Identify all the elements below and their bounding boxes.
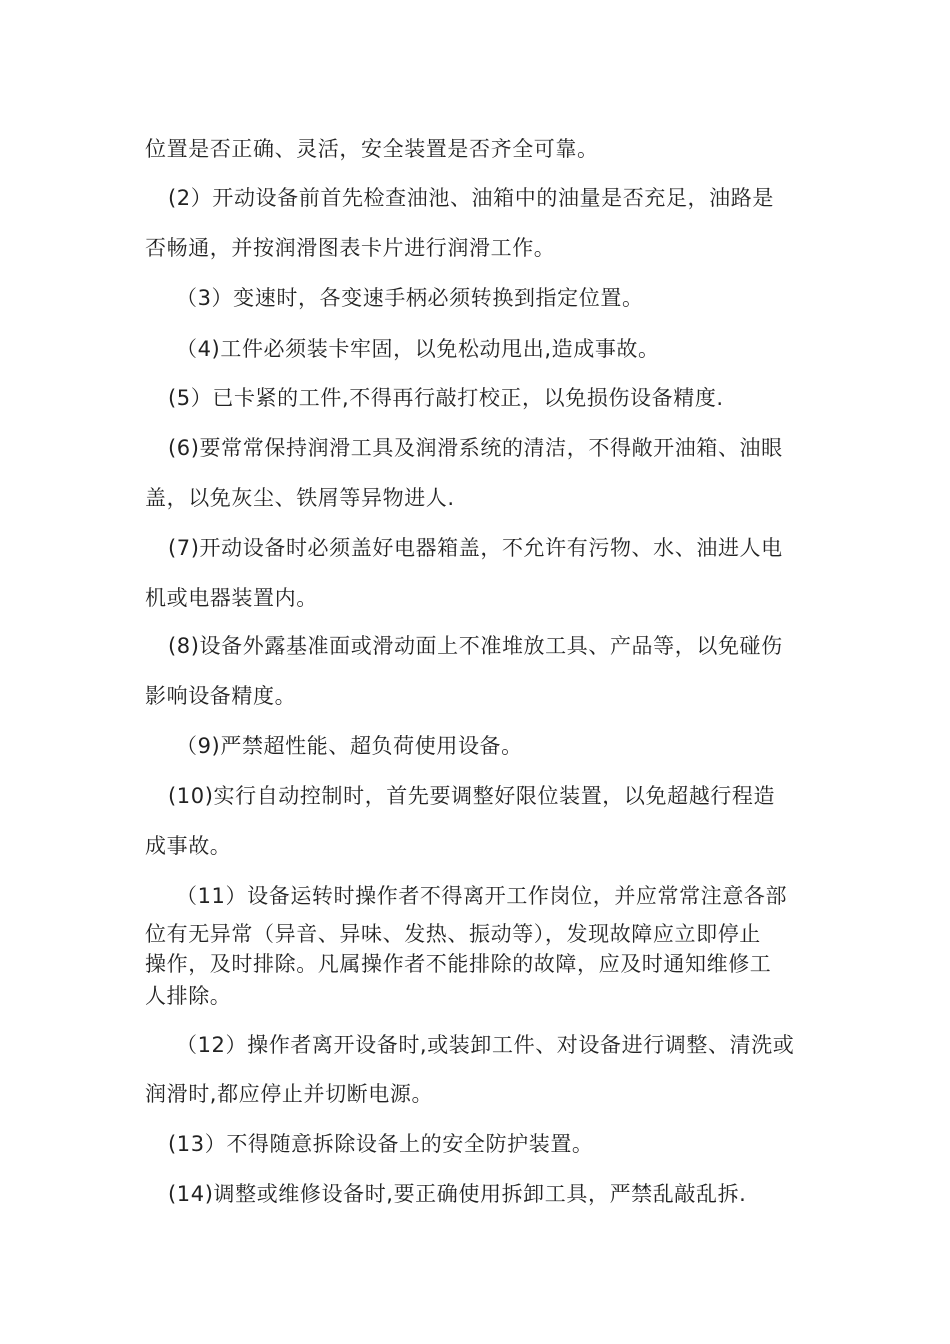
text-line: (14)调整或维修设备时,要正确使用拆卸工具，严禁乱敲乱拆. (168, 1182, 747, 1206)
text-line: （12）操作者离开设备时,或装卸工件、对设备进行调整、清洗或 (176, 1033, 795, 1057)
text-line: 润滑时,都应停止并切断电源。 (145, 1082, 434, 1106)
text-line: (10)实行自动控制时，首先要调整好限位装置，以免超越行程造 (168, 784, 776, 808)
text-line: 位有无异常（异音、异味、发热、振动等），发现故障应立即停止 (145, 922, 761, 946)
text-line: 操作，及时排除。凡属操作者不能排除的故障，应及时通知维修工 (145, 952, 772, 976)
text-line: 否畅通，并按润滑图表卡片进行润滑工作。 (145, 236, 556, 260)
text-line: 成事故。 (145, 834, 232, 858)
text-line: (6)要常常保持润滑工具及润滑系统的清洁，不得敞开油箱、油眼 (168, 436, 783, 460)
text-line: (13）不得随意拆除设备上的安全防护装置。 (168, 1132, 594, 1156)
text-line: 机或电器装置内。 (145, 586, 318, 610)
text-line: (5）已卡紧的工件,不得再行敲打校正，以免损伤设备精度. (168, 386, 724, 410)
text-line: (8)设备外露基准面或滑动面上不准堆放工具、产品等，以免碰伤 (168, 634, 783, 658)
text-line: （9)严禁超性能、超负荷使用设备。 (176, 734, 523, 758)
text-line: （4)工件必须装卡牢固，以免松动甩出,造成事故。 (176, 337, 660, 361)
text-line: （11）设备运转时操作者不得离开工作岗位，并应常常注意各部 (176, 884, 788, 908)
text-line: 位置是否正确、灵活，安全装置是否齐全可靠。 (145, 137, 599, 161)
text-line: (2）开动设备前首先检查油池、油箱中的油量是否充足，油路是 (168, 186, 774, 210)
text-line: 影响设备精度。 (145, 684, 297, 708)
text-line: （3）变速时，各变速手柄必须转换到指定位置。 (176, 286, 644, 310)
text-line: 盖，以免灰尘、铁屑等异物进人. (145, 486, 455, 510)
text-line: 人排除。 (145, 984, 232, 1008)
text-line: (7)开动设备时必须盖好电器箱盖，不允许有污物、水、油进人电 (168, 536, 783, 560)
